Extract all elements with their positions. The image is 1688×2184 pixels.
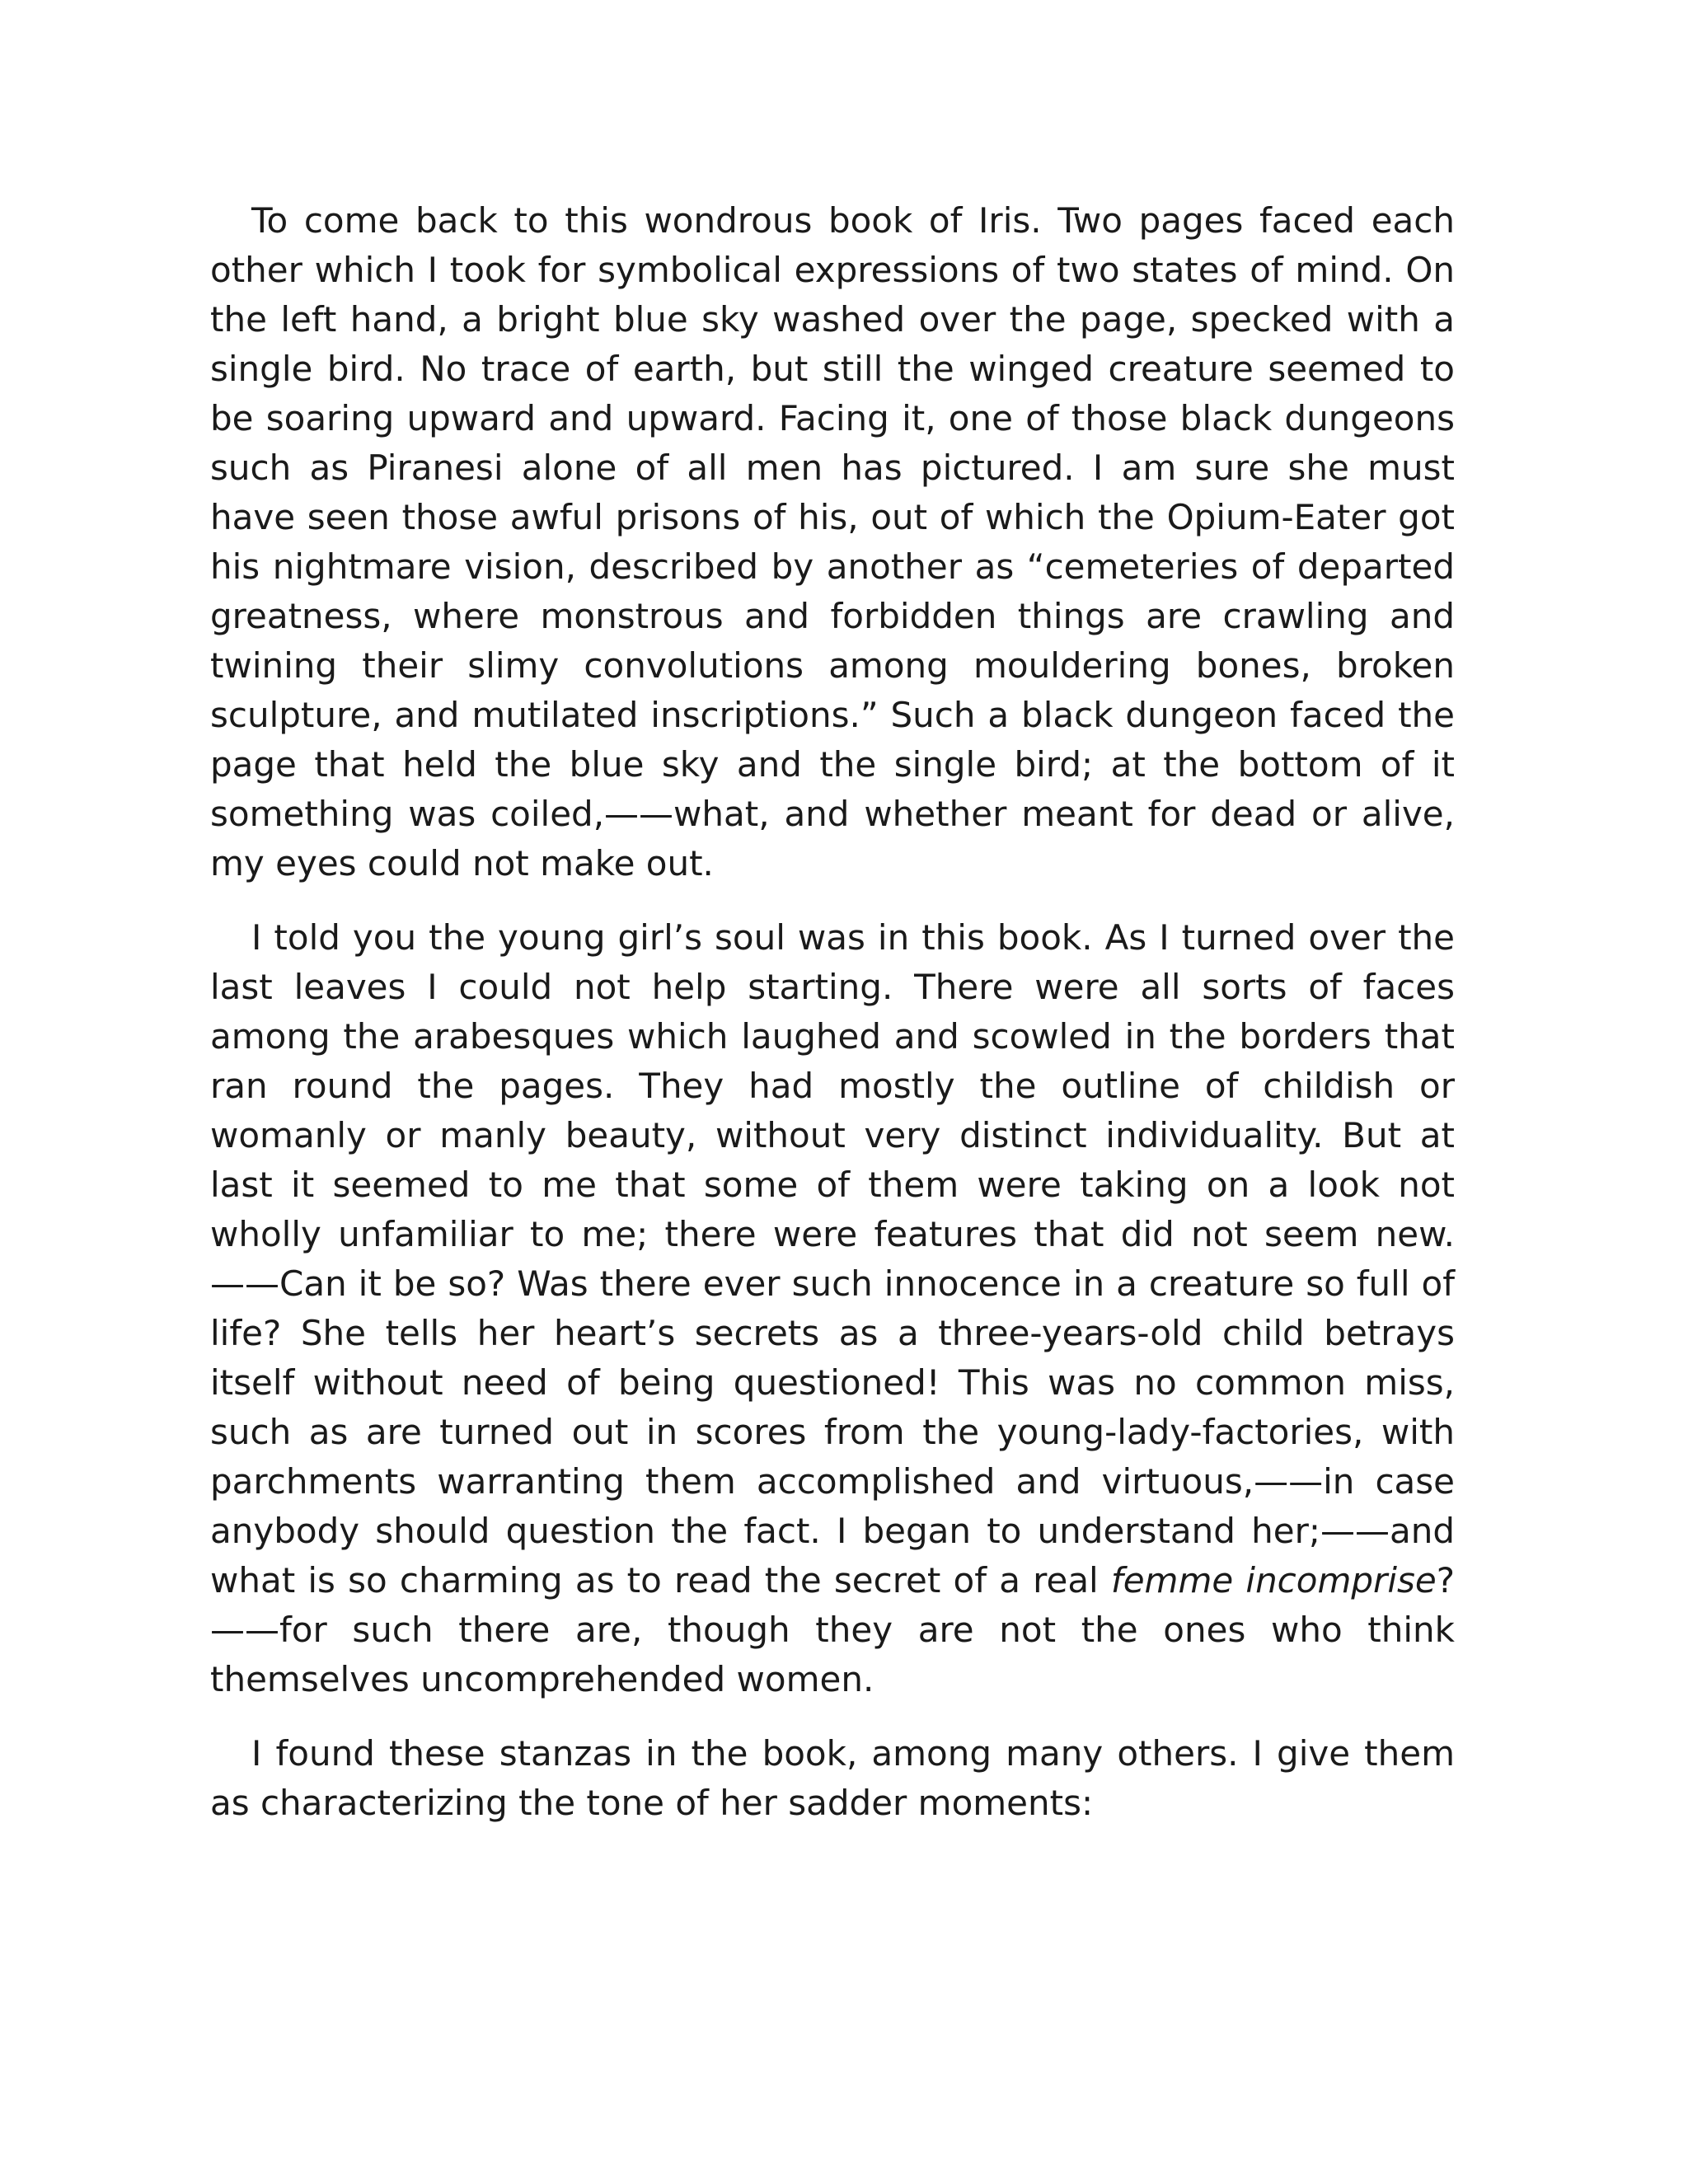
- paragraph-2-text-b: ?——for such there are, though they are not the ones who think themselves uncomprehended women.: [210, 1560, 1456, 1699]
- page-body: [210, 196, 1455, 1828]
- paragraph-2-italic-phrase: femme incomprise: [1110, 1560, 1437, 1601]
- paragraph-2: [210, 913, 1455, 1704]
- paragraph-2-text-a: I told you the young girl’s soul was in this book. As I turned over the last leaves I could not help starting. There were all sorts of faces among the arabesques which laughed and scowled in the borders that ran round the pages. They had mostly the outline of childish or womanly or manly beauty, without very distinct individuality. But at last it seemed to me that some of them were taking on a look not wholly unfamiliar to me; there were features that did not seem new. ——Can it be so? Was there ever such innocence in a creature so full of life? She tells her heart’s secrets as a three-years-old child betrays itself without need of being questioned! This was no common miss, such as are turned out in scores from the young-lady-factories, with parchments warranting them accomplished and virtuous,——in case anybody should question the fact. I began to understand her;——and what is so charming as to read the secret of a real: [210, 917, 1455, 1601]
- paragraph-1: To come back to this wondrous book of Iris. Two pages faced each other which I took for symbolical expressions of two states of mind. On the left hand, a bright blue sky washed over the page, specked with a single bird. No trace of earth, but still the winged creature seemed to be soaring upward and upward. Facing it, one of those black dungeons such as Piranesi alone of all men has pictured. I am sure she must have seen those awful prisons of his, out of which the Opium-Eater got his nightmare vision, described by another as “cemeteries of departed greatness, where monstrous and forbidden things are crawling and twining their slimy convolutions among mouldering bones, broken sculpture, and mutilated inscriptions.” Such a black dungeon faced the page that held the blue sky and the single bird; at the bottom of it something was coiled,——what, and whether meant for dead or alive, my eyes could not make out.: [210, 200, 1455, 883]
- paragraph-3: I found these stanzas in the book, among many others. I give them as characterizing the tone of her sadder moments:: [210, 1733, 1455, 1823]
